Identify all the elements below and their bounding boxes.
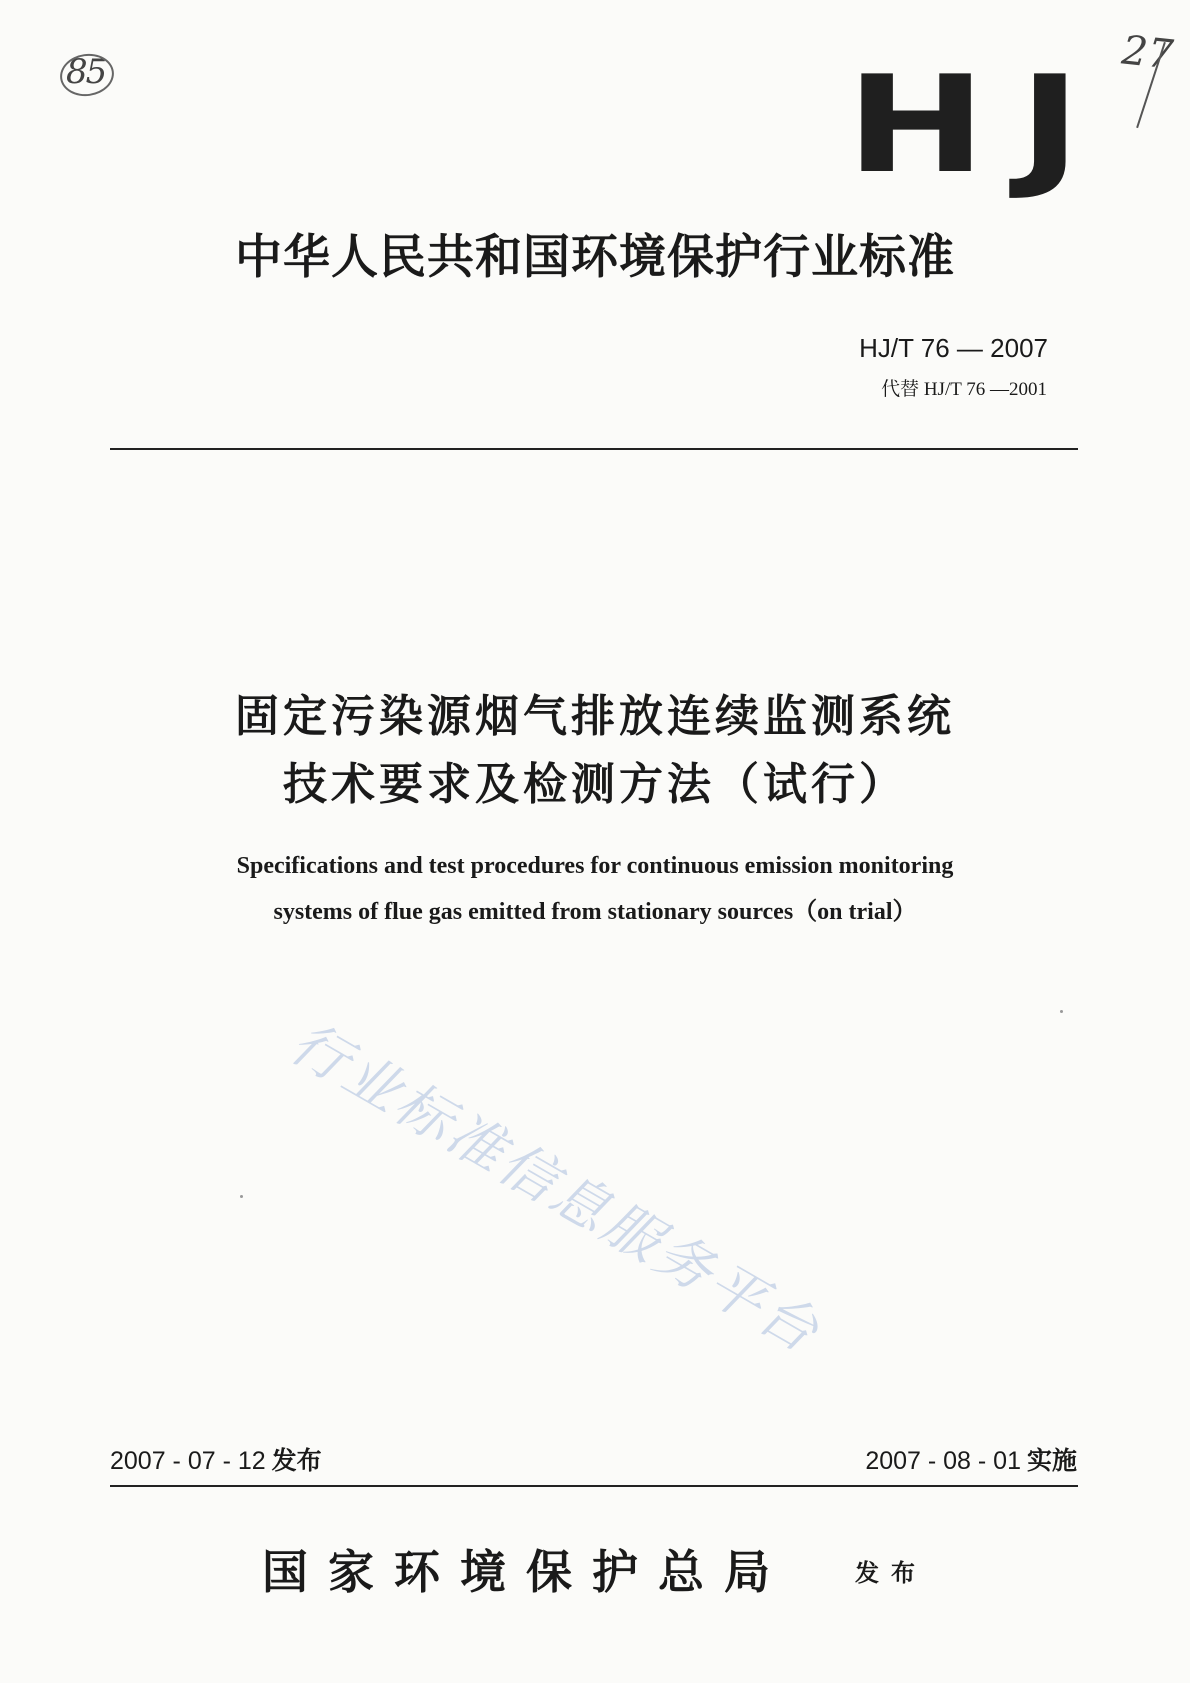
chinese-title-line-2: 技术要求及检测方法（试行） [283, 759, 907, 810]
top-divider-line [110, 448, 1078, 450]
hj-logo: HJ [846, 47, 1114, 203]
organization-standard-title: 中华人民共和国环境保护行业标准 [235, 230, 955, 285]
english-title-line-1: Specifications and test procedures for continuous emission monitoring [236, 853, 954, 879]
handwritten-page-number-left: 85 [66, 52, 105, 92]
effective-date-suffix: 实施 [1026, 1446, 1077, 1475]
issue-date-value: 2007 - 07 - 12 [110, 1447, 266, 1475]
replaced-standard-code: 代替 HJ/T 76 —2001 [881, 379, 1047, 400]
publish-label: 发布 [855, 1559, 927, 1587]
effective-date-value: 2007 - 08 - 01 [865, 1447, 1021, 1475]
english-title-line-2: systems of flue gas emitted from stationary sources（on trial） [273, 899, 917, 925]
effective-date [865, 1441, 1077, 1477]
scan-speck [1060, 1010, 1063, 1013]
handwritten-page-number-right: 27 [1119, 27, 1176, 79]
watermark-text: 行业标准信息服务平台 [279, 1010, 832, 1367]
standard-code: HJ/T 76 — 2007 [859, 333, 1048, 363]
bottom-divider-line [110, 1485, 1078, 1487]
issue-date-suffix: 发布 [271, 1446, 322, 1475]
publisher-name: 国家环境保护总局 [262, 1545, 790, 1599]
issue-date [110, 1441, 322, 1477]
chinese-title-line-1: 固定污染源烟气排放连续监测系统 [235, 691, 955, 742]
scan-speck [240, 1195, 243, 1198]
